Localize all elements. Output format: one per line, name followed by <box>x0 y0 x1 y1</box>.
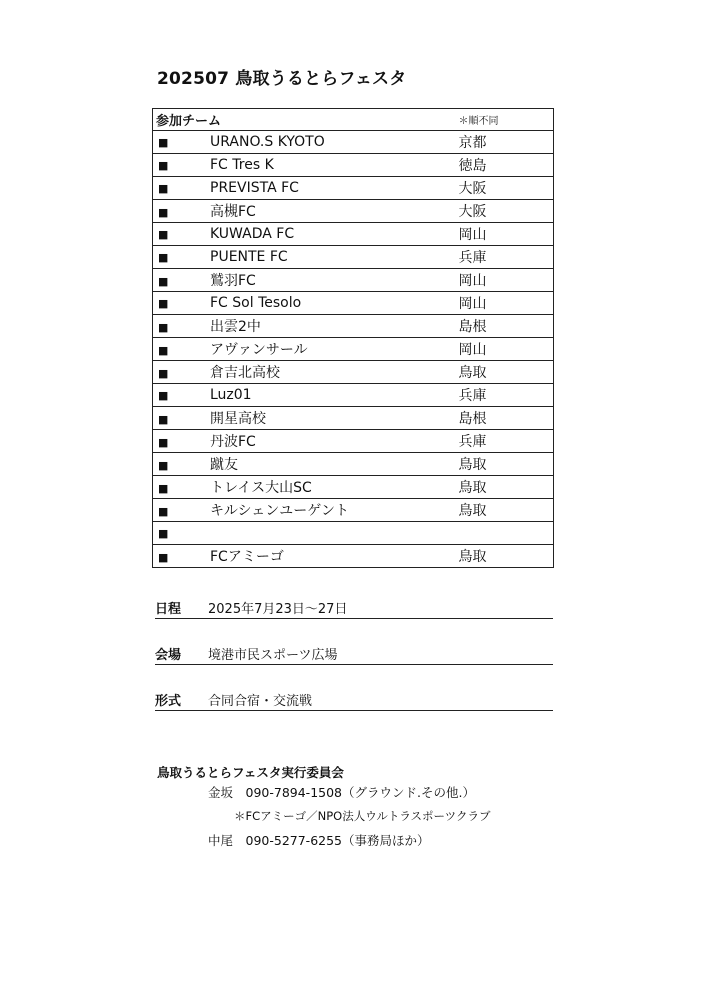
teams-table <box>152 108 554 568</box>
bullet-marker: ■ <box>158 436 169 449</box>
team-row <box>153 361 554 384</box>
bullet-marker: ■ <box>158 413 169 426</box>
teams-table-header <box>153 109 554 131</box>
team-region: 島根 <box>451 407 554 430</box>
team-name: PUENTE FC <box>210 249 288 265</box>
team-row <box>153 384 554 407</box>
order-note: ＊順不同 <box>458 115 499 127</box>
team-row <box>153 430 554 453</box>
team-region: 鳥取 <box>451 545 554 568</box>
contact-kanesaka: 金坂 090-7894-1508（グラウンド.その他.） <box>208 785 475 800</box>
bullet-marker: ■ <box>158 182 169 195</box>
schedule-row <box>155 598 553 619</box>
team-row <box>153 200 554 223</box>
team-name: 丹波FC <box>210 434 256 450</box>
team-name: トレイス大山SC <box>210 480 312 496</box>
team-name: キルシェンユーゲント <box>210 503 349 519</box>
bullet-marker: ■ <box>158 275 169 288</box>
team-name: KUWADA FC <box>210 226 295 242</box>
contact-affiliation-note: ＊FCアミーゴ／NPO法人ウルトラスポーツクラブ <box>234 809 491 823</box>
team-name: 倉吉北高校 <box>210 365 280 381</box>
team-row <box>153 545 554 568</box>
team-region: 京都 <box>451 131 554 154</box>
team-row <box>153 315 554 338</box>
schedule-label: 日程 <box>155 602 182 617</box>
bullet-marker: ■ <box>158 297 169 310</box>
contact-nakao: 中尾 090-5277-6255（事務局ほか） <box>208 833 430 848</box>
organizer-title: 鳥取うるとらフェスタ実行委員会 <box>157 765 344 780</box>
team-region: 大阪 <box>451 177 554 200</box>
team-row <box>153 522 554 545</box>
team-name: PREVISTA FC <box>210 180 299 196</box>
team-region <box>451 522 554 545</box>
team-row <box>153 269 554 292</box>
team-row <box>153 338 554 361</box>
venue-value: 境港市民スポーツ広場 <box>208 648 338 663</box>
team-row <box>153 453 554 476</box>
team-region: 鳥取 <box>451 453 554 476</box>
bullet-marker: ■ <box>158 527 169 540</box>
team-name: 蹴友 <box>210 457 238 473</box>
page-title: 202507 鳥取うるとらフェスタ <box>157 69 407 89</box>
team-region: 兵庫 <box>451 430 554 453</box>
bullet-marker: ■ <box>158 505 169 518</box>
team-region: 大阪 <box>451 200 554 223</box>
team-name: アヴァンサール <box>210 342 308 358</box>
schedule-value: 2025年7月23日～27日 <box>208 602 348 617</box>
team-region: 兵庫 <box>451 246 554 269</box>
team-region: 岡山 <box>451 338 554 361</box>
team-region: 兵庫 <box>451 384 554 407</box>
team-row <box>153 177 554 200</box>
team-row <box>153 407 554 430</box>
team-row <box>153 499 554 522</box>
bullet-marker: ■ <box>158 251 169 264</box>
bullet-marker: ■ <box>158 321 169 334</box>
bullet-marker: ■ <box>158 159 169 172</box>
venue-label: 会場 <box>155 648 182 663</box>
team-row <box>153 476 554 499</box>
bullet-marker: ■ <box>158 344 169 357</box>
bullet-marker: ■ <box>158 136 169 149</box>
bullet-marker: ■ <box>158 206 169 219</box>
team-region: 島根 <box>451 315 554 338</box>
team-name: URANO.S KYOTO <box>210 134 325 150</box>
team-name: FC Sol Tesolo <box>210 295 302 311</box>
team-name: 開星高校 <box>210 411 266 427</box>
team-row <box>153 223 554 246</box>
bullet-marker: ■ <box>158 551 169 564</box>
teams-header-label: 参加チーム <box>156 114 222 129</box>
format-row <box>155 690 553 711</box>
team-name: Luz01 <box>210 387 252 403</box>
team-row <box>153 246 554 269</box>
bullet-marker: ■ <box>158 482 169 495</box>
team-name: FC Tres K <box>210 157 274 173</box>
venue-row <box>155 644 553 665</box>
team-row <box>153 131 554 154</box>
team-region: 岡山 <box>451 223 554 246</box>
bullet-marker: ■ <box>158 228 169 241</box>
team-name: 出雲2中 <box>210 319 261 335</box>
team-region: 鳥取 <box>451 361 554 384</box>
team-region: 徳島 <box>451 154 554 177</box>
team-name: 鷲羽FC <box>210 273 256 289</box>
team-row <box>153 292 554 315</box>
bullet-marker: ■ <box>158 389 169 402</box>
bullet-marker: ■ <box>158 459 169 472</box>
team-name: 高槻FC <box>210 204 256 220</box>
team-region: 鳥取 <box>451 499 554 522</box>
format-value: 合同合宿・交流戦 <box>208 694 313 709</box>
bullet-marker: ■ <box>158 367 169 380</box>
team-region: 鳥取 <box>451 476 554 499</box>
team-region: 岡山 <box>451 269 554 292</box>
team-row <box>153 154 554 177</box>
team-name: FCアミーゴ <box>210 549 284 565</box>
format-label: 形式 <box>155 694 182 709</box>
team-region: 岡山 <box>451 292 554 315</box>
